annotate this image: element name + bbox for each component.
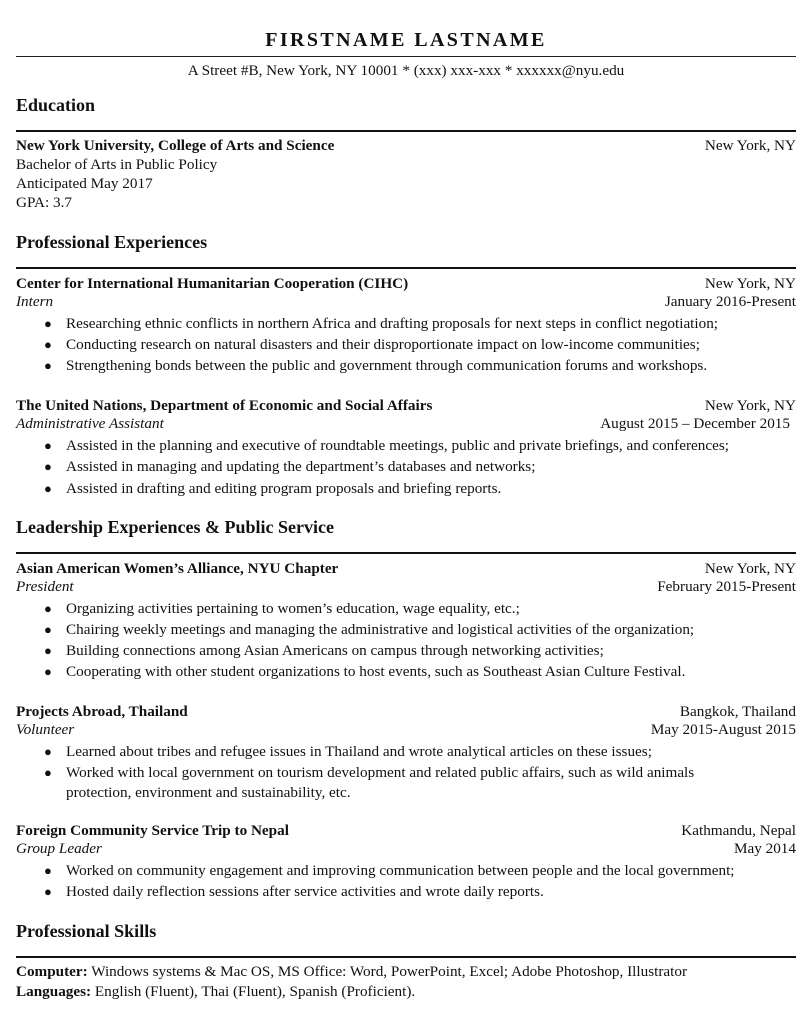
language-skills (16, 982, 796, 1002)
contact-line: A Street #B, New York, NY 10001 * (xxx) xxx-xxx * xxxxxx@nyu.edu (187, 62, 625, 79)
job-role: Administrative Assistant (16, 415, 164, 432)
bullet-icon: ● (44, 481, 52, 496)
language-skills-value: English (Fluent), Thai (Fluent), Spanish (Proficient). (91, 983, 416, 1000)
language-skills-label: Languages: (16, 983, 92, 1000)
bullet-icon: ● (44, 438, 52, 453)
job-role: President (16, 578, 74, 595)
professional-heading: Professional Experiences (16, 232, 208, 252)
bullet-icon: ● (44, 863, 52, 878)
job-role: Group Leader (16, 840, 102, 857)
leadership-heading: Leadership Experiences & Public Service (16, 517, 334, 537)
job-dates: May 2015-August 2015 (650, 721, 796, 738)
bullet-icon: ● (44, 358, 52, 373)
education-heading: Education (16, 95, 96, 115)
bullet-icon: ● (44, 316, 52, 331)
job-subheader (16, 577, 796, 596)
job-header (16, 396, 796, 415)
bullet-icon: ● (44, 459, 52, 474)
bullet-icon: ● (44, 744, 52, 759)
resume-page: FIRSTNAME LASTNAME A Street #B, New York, NY 10001 * (xxx) xxx-xxx * xxxxxx@nyu.edu Education New York University, College of Arts and Science New York, NY Bachelor of Arts in Public Policy Anticipated May 2017 GPA: 3.7 Professional Experiences Center for International Humanitarian Cooperation (CIHC) New York, NY Intern January 2016-Present ● Researching ethnic conflicts in northern Africa and drafting proposals for next steps in conflict negotiation; ● Conducting research on natural disasters and their disproportionate impact on low-income communities; ● Strengthening bonds between the public and government through communication forums and workshops. The United Nations, Department of Economic and Social Affairs New York, NY Administrative Assistant August 2015 – December 2015 ● Assisted in the planning and executive of roundtable meetings, public and private briefings, and conferences; ● Assisted in managing and updating the department’s databases and networks; ● Assisted in drafting and editing program proposals and briefing reports. Leadership Experiences & Public Service Asian American Women’s Alliance, NYU Chapter New York, NY President February 2015-Present ● Organizing activities pertaining to women’s education, wage equality, etc.; ● Chairing weekly meetings and managing the administrative and logistical activities of the organization; ● Building connections among Asian Americans on campus through networking activities; ● Cooperating with other student organizations to host events, such as Southeast Asian Culture Festival. Projects Abroad, Thailand Bangkok, Thailand Volunteer May 2015-August 2015 ● Learned about tribes and refugee issues in Thailand and wrote analytical articles on these issues; ● Worked with local government on tourism development and related public affairs, such as wild animals protection, environment and sustainability, etc. Foreign Community Service Trip to Nepal Kathmandu, Nepal Group Leader May 2014 ● Worked on community engagement and improving communication between people and the local government; ● Hosted daily reflection sessions after service activities and wrote daily reports. Professional Skills Computer: Windows systems & Mac OS, MS Office: Word, PowerPoint, Excel; Adobe Photoshop, Illustrator Languages: English (Fluent), Thai (Fluent), Spanish (Proficient). (0, 0, 812, 1030)
job-header (16, 821, 796, 840)
job-header (16, 274, 796, 293)
job-org: Foreign Community Service Trip to Nepal (16, 822, 289, 839)
header-divider (16, 56, 796, 57)
job-subheader (16, 839, 796, 858)
job-org: Center for International Humanitarian Cooperation (CIHC) (16, 275, 409, 292)
job-dates: February 2015-Present (657, 578, 796, 595)
job-subheader (16, 720, 796, 739)
school-name: New York University, College of Arts and Science (16, 137, 335, 154)
gpa: GPA: 3.7 (16, 194, 72, 211)
skills-heading: Professional Skills (16, 921, 157, 941)
graduation-date: Anticipated May 2017 (16, 175, 153, 192)
bullet-icon: ● (44, 601, 52, 616)
job-subheader (16, 292, 796, 311)
degree-line (16, 155, 796, 174)
job-role: Intern (16, 293, 54, 310)
bullet-icon: ● (44, 884, 52, 899)
job-dates: May 2014 (733, 840, 796, 857)
education-divider (16, 130, 796, 132)
professional-divider (16, 267, 796, 269)
bullet-icon: ● (44, 643, 52, 658)
leadership-divider (16, 552, 796, 554)
bullet-icon: ● (44, 765, 52, 780)
job-subheader (16, 414, 796, 433)
job-role: Volunteer (16, 721, 75, 738)
degree: Bachelor of Arts in Public Policy (16, 156, 218, 173)
job-location: New York, NY (704, 560, 796, 577)
candidate-name: FIRSTNAME LASTNAME (265, 29, 547, 51)
skills-divider (16, 956, 796, 958)
job-dates: January 2016-Present (664, 293, 796, 310)
job-header (16, 702, 796, 721)
computer-skills-label: Computer: (16, 963, 88, 980)
bullet-icon: ● (44, 337, 52, 352)
job-org: Asian American Women’s Alliance, NYU Chapter (16, 560, 339, 577)
bullet-icon: ● (44, 664, 52, 679)
job-dates: August 2015 – December 2015 (600, 415, 790, 432)
graduation-line (16, 174, 796, 193)
bullet-icon: ● (44, 622, 52, 637)
computer-skills (16, 962, 796, 982)
education-entry-header (16, 136, 796, 155)
gpa-line (16, 193, 796, 212)
job-location: New York, NY (704, 275, 796, 292)
job-org: The United Nations, Department of Economic and Social Affairs (16, 397, 433, 414)
job-location: Kathmandu, Nepal (681, 822, 796, 839)
job-org: Projects Abroad, Thailand (16, 703, 188, 720)
job-header (16, 559, 796, 578)
computer-skills-value: Windows systems & Mac OS, MS Office: Word, PowerPoint, Excel; Adobe Photoshop, Illustrator (87, 963, 688, 980)
job-location: New York, NY (704, 397, 796, 414)
job-location: Bangkok, Thailand (679, 703, 796, 720)
school-location: New York, NY (704, 137, 796, 154)
